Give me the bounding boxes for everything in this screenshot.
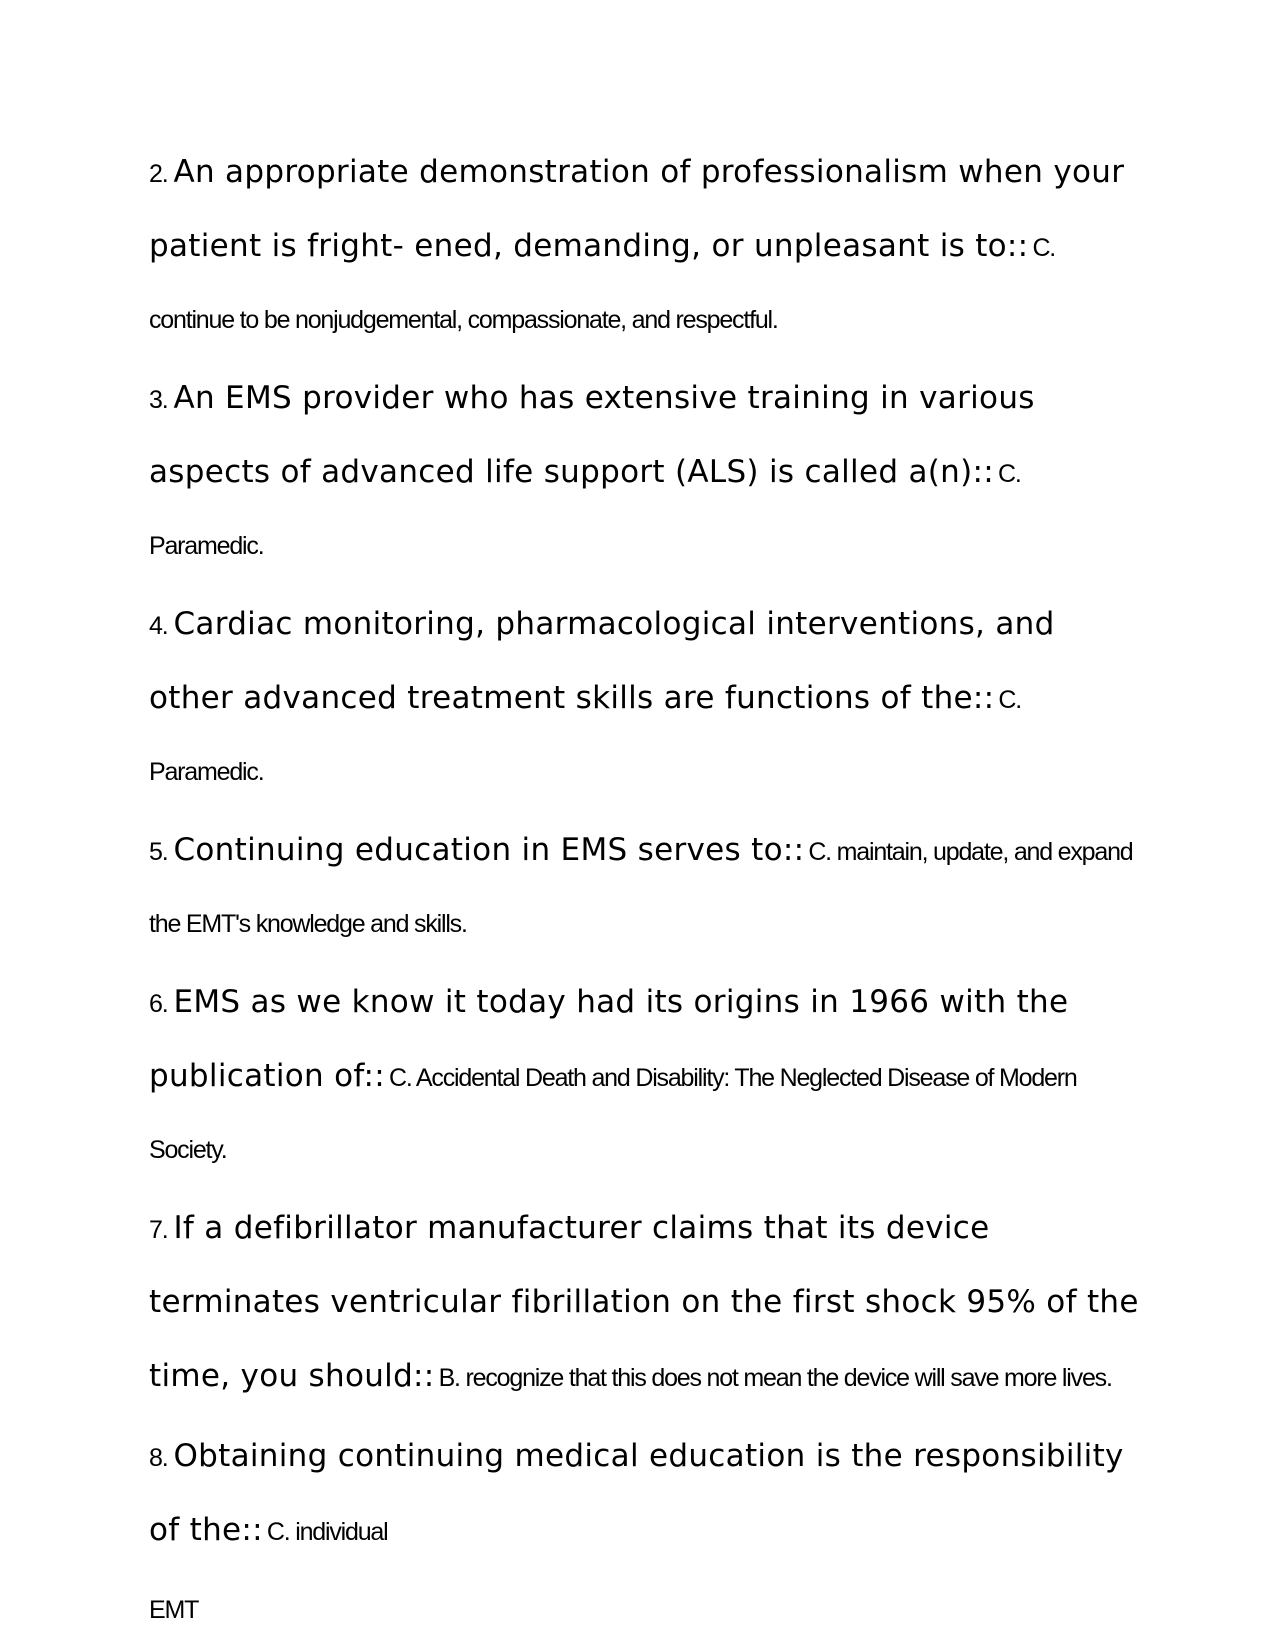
question-item-4 [149, 590, 1139, 810]
question-number: 7. [149, 1216, 168, 1244]
answer-text: C. continue to be nonjudgemental, compassionate, and respectful. [149, 234, 1056, 334]
question-item-7 [149, 1194, 1139, 1416]
question-number: 6. [149, 990, 168, 1018]
answer-text: C. maintain, update, and expand the EMT's knowledge and skills. [149, 838, 1133, 938]
document-page [149, 138, 1139, 1644]
question-text: An appropriate demonstration of professionalism when your patient is fright- ened, demanding, or unpleasant is to:: [149, 154, 1125, 264]
question-text: Cardiac monitoring, pharmacological interventions, and other advanced treatment skills are functions of the:: [149, 606, 1055, 716]
question-text: EMS as we know it today had its origins in 1966 with the publication of:: [149, 984, 1069, 1094]
question-number: 4. [149, 612, 168, 640]
question-item-8 [149, 1422, 1139, 1570]
question-number: 3. [149, 386, 168, 414]
question-number: 5. [149, 838, 168, 866]
question-item-6 [149, 968, 1139, 1188]
question-item-3 [149, 364, 1139, 584]
question-text: If a defibrillator manufacturer claims that its device terminates ventricular fibrillation on the first shock 95% of the time, you should:: [149, 1210, 1139, 1394]
question-number: 8. [149, 1444, 168, 1472]
answer-text: C. Paramedic. [149, 686, 1021, 786]
question-item-2 [149, 138, 1139, 358]
answer-text: C. Paramedic. [149, 460, 1021, 560]
answer-text: C. Accidental Death and Disability: The Neglected Disease of Modern Society. [149, 1064, 1077, 1164]
question-text: Obtaining continuing medical education is the responsibility of the:: [149, 1438, 1124, 1548]
question-item-5 [149, 816, 1139, 962]
answer-text: C. individual [266, 1518, 388, 1546]
question-number: 2. [149, 160, 168, 188]
trailing-text: EMT [149, 1596, 199, 1624]
question-text: An EMS provider who has extensive training in various aspects of advanced life support (ALS) is called a(n):: [149, 380, 1035, 490]
answer-text: B. recognize that this does not mean the device will save more lives. [438, 1364, 1112, 1392]
question-text: Continuing education in EMS serves to:: [173, 832, 805, 868]
